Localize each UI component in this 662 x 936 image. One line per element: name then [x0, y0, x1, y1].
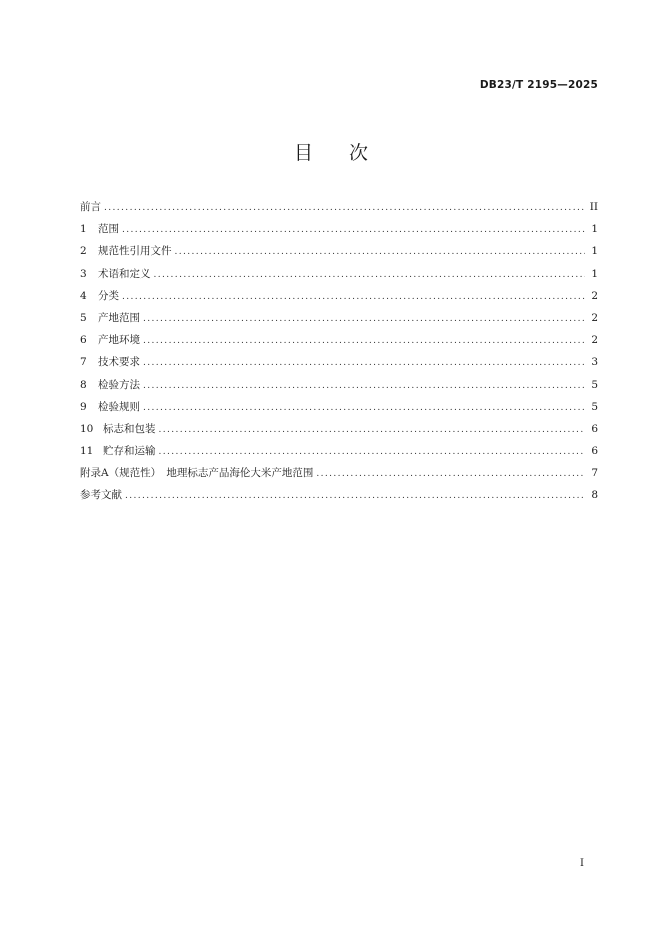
toc-entry-foreword[interactable]: [80, 199, 598, 221]
toc-entry-page: 1: [591, 245, 598, 258]
toc-entry-title: 产地环境: [98, 334, 140, 347]
toc-entry-page: 5: [591, 400, 598, 413]
toc-entry-title: 技术要求: [98, 356, 140, 369]
toc-entry-number: 6: [80, 334, 87, 347]
toc-entry-1[interactable]: [80, 221, 598, 243]
toc-entry-title: 贮存和运输: [103, 445, 156, 458]
toc-entry-number: 1: [80, 223, 87, 236]
toc-leader-dots: [159, 447, 586, 457]
page-number: I: [580, 858, 584, 869]
toc-leader-dots: [104, 203, 585, 213]
toc-leader-dots: [143, 336, 585, 346]
toc-entry-references[interactable]: [80, 487, 598, 509]
toc-leader-dots: [143, 358, 585, 368]
toc-entry-number: 9: [80, 400, 87, 413]
toc-entry-title: 分类: [98, 289, 119, 302]
toc-entry-title: 附录A（规范性） 地理标志产品海伦大米产地范围: [80, 467, 314, 480]
toc-entry-number: 10: [80, 422, 94, 435]
toc-entry-8[interactable]: [80, 377, 598, 399]
toc-entry-title: 术语和定义: [98, 267, 151, 280]
standard-code: DB23/T 2195—2025: [479, 79, 598, 91]
toc-entry-11[interactable]: [80, 443, 598, 465]
toc-entry-title: 标志和包装: [103, 422, 156, 435]
toc-entry-title: 检验方法: [98, 378, 140, 391]
toc-leader-dots: [143, 381, 585, 391]
toc-leader-dots: [143, 403, 585, 413]
toc-entry-appendix-a[interactable]: [80, 465, 598, 487]
title-part-2: 次: [349, 142, 369, 164]
toc-entry-page: 2: [591, 334, 598, 347]
toc-leader-dots: [159, 425, 586, 435]
toc-leader-dots: [122, 292, 585, 302]
toc-entry-page: 2: [591, 311, 598, 324]
toc-entry-page: 8: [591, 489, 598, 502]
toc-entry-page: 1: [591, 223, 598, 236]
toc-entry-number: 8: [80, 378, 87, 391]
toc-entry-number: 3: [80, 267, 87, 280]
toc-entry-title: 参考文献: [80, 489, 122, 502]
toc-entry-5[interactable]: [80, 310, 598, 332]
toc-leader-dots: [122, 225, 585, 235]
toc-entry-title: 产地范围: [98, 311, 140, 324]
toc-entry-3[interactable]: [80, 266, 598, 288]
toc-leader-dots: [154, 270, 586, 280]
toc-entry-page: 7: [591, 467, 598, 480]
toc-leader-dots: [316, 469, 585, 479]
toc-entry-page: 6: [591, 422, 598, 435]
toc-entry-9[interactable]: [80, 399, 598, 421]
toc-entry-7[interactable]: [80, 354, 598, 376]
toc-entry-title: 检验规则: [98, 400, 140, 413]
toc-leader-dots: [175, 247, 586, 257]
toc-entry-number: 4: [80, 289, 87, 302]
toc-entry-2[interactable]: [80, 243, 598, 265]
page-title: [0, 138, 662, 165]
toc-entry-title: 前言: [80, 201, 101, 213]
toc-entry-10[interactable]: [80, 421, 598, 443]
title-part-1: 目: [293, 142, 313, 164]
toc-entry-page: 5: [591, 378, 598, 391]
toc-entry-6[interactable]: [80, 332, 598, 354]
toc-entry-number: 7: [80, 356, 87, 369]
toc-entry-title: 范围: [98, 223, 119, 236]
toc-entry-number: 2: [80, 245, 87, 258]
table-of-contents: [80, 199, 598, 510]
toc-leader-dots: [125, 491, 585, 501]
toc-leader-dots: [143, 314, 585, 324]
toc-entry-page: 1: [591, 267, 598, 280]
toc-entry-page: 3: [591, 356, 598, 369]
toc-entry-page: 2: [591, 289, 598, 302]
toc-entry-title: 规范性引用文件: [98, 245, 172, 258]
toc-entry-number: 5: [80, 311, 87, 324]
toc-entry-number: 11: [80, 445, 94, 458]
toc-entry-page: II: [589, 201, 598, 213]
toc-entry-page: 6: [591, 445, 598, 458]
toc-entry-4[interactable]: [80, 288, 598, 310]
